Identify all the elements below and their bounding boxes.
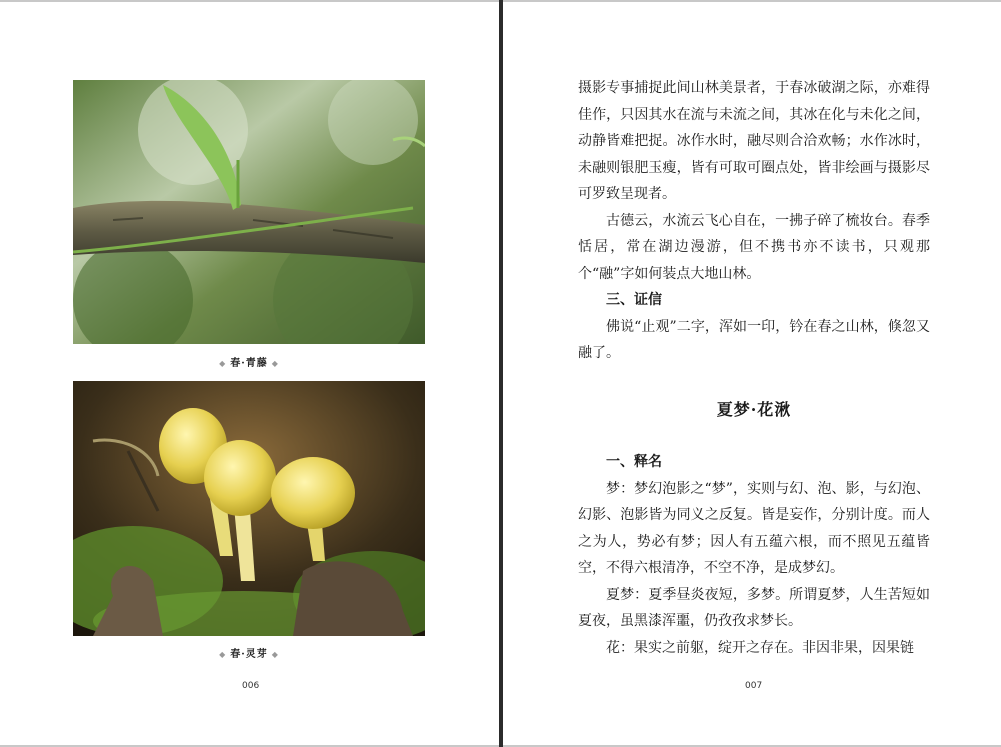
left-page — [0, 2, 499, 745]
paragraph: 佛说“止观”二字，浑如一印，钤在春之山林，倏忽又融了。 — [578, 318, 930, 361]
subheading: 一、释名 — [606, 454, 662, 470]
photo-yellow-mushrooms — [73, 381, 425, 636]
right-page — [503, 2, 1001, 745]
paragraph: 花：果实之前躯，绽开之存在。非因非果，因果链 — [606, 639, 914, 656]
diamond-ornament-icon: ◆ — [271, 649, 279, 659]
diamond-ornament-icon: ◆ — [219, 649, 227, 659]
mushroom-photo-art — [73, 381, 425, 636]
continuation-text — [578, 75, 930, 367]
photo-caption — [73, 645, 425, 660]
paragraph: 夏梦：夏季昼炎夜短，多梦。所谓夏梦，人生苦短如夏夜，虽黑漆浑噩，仍孜孜求梦长。 — [578, 586, 930, 629]
diamond-ornament-icon: ◆ — [271, 358, 279, 368]
paragraph: 古德云，水流云飞心自在，一拂子碎了梳妆台。春季恬居，常在湖边漫游，但不携书亦不读书，只观那个“融”字如何装点大地山林。 — [578, 212, 930, 282]
diamond-ornament-icon: ◆ — [219, 358, 227, 368]
caption-text: 春·灵芽 — [230, 649, 268, 660]
subheading: 三、证信 — [606, 292, 662, 308]
caption-text: 春·青藤 — [230, 358, 268, 369]
section-title: 夏梦·花湫 — [716, 400, 792, 419]
paragraph: 摄影专事捕捉此间山林美景者，于春冰破湖之际，亦难得佳作，只因其水在流与未流之间，其冰在化与未化之间，动静皆难把捉。冰作水时，融尽则合洽欢畅；水作冰时，未融则银肥玉瘦，皆有可取可圈点处，皆非绘画与摄影尽可罗致呈现者。 — [578, 80, 930, 202]
paragraph: 梦：梦幻泡影之“梦”，实则与幻、泡、影，与幻泡、幻影、泡影皆为同义之反复。皆是妄作，分别计度。而人之为人，势必有梦；因人有五蕴六根，而不照见五蕴皆空，不得六根清净，不空不净，是成梦幻。 — [578, 480, 930, 576]
photo-vine-on-branch — [73, 80, 425, 344]
page-number: 006 — [242, 681, 260, 691]
vine-photo-art — [73, 80, 425, 344]
section-body — [578, 449, 930, 661]
page-number: 007 — [745, 681, 763, 691]
photo-caption — [73, 354, 425, 369]
